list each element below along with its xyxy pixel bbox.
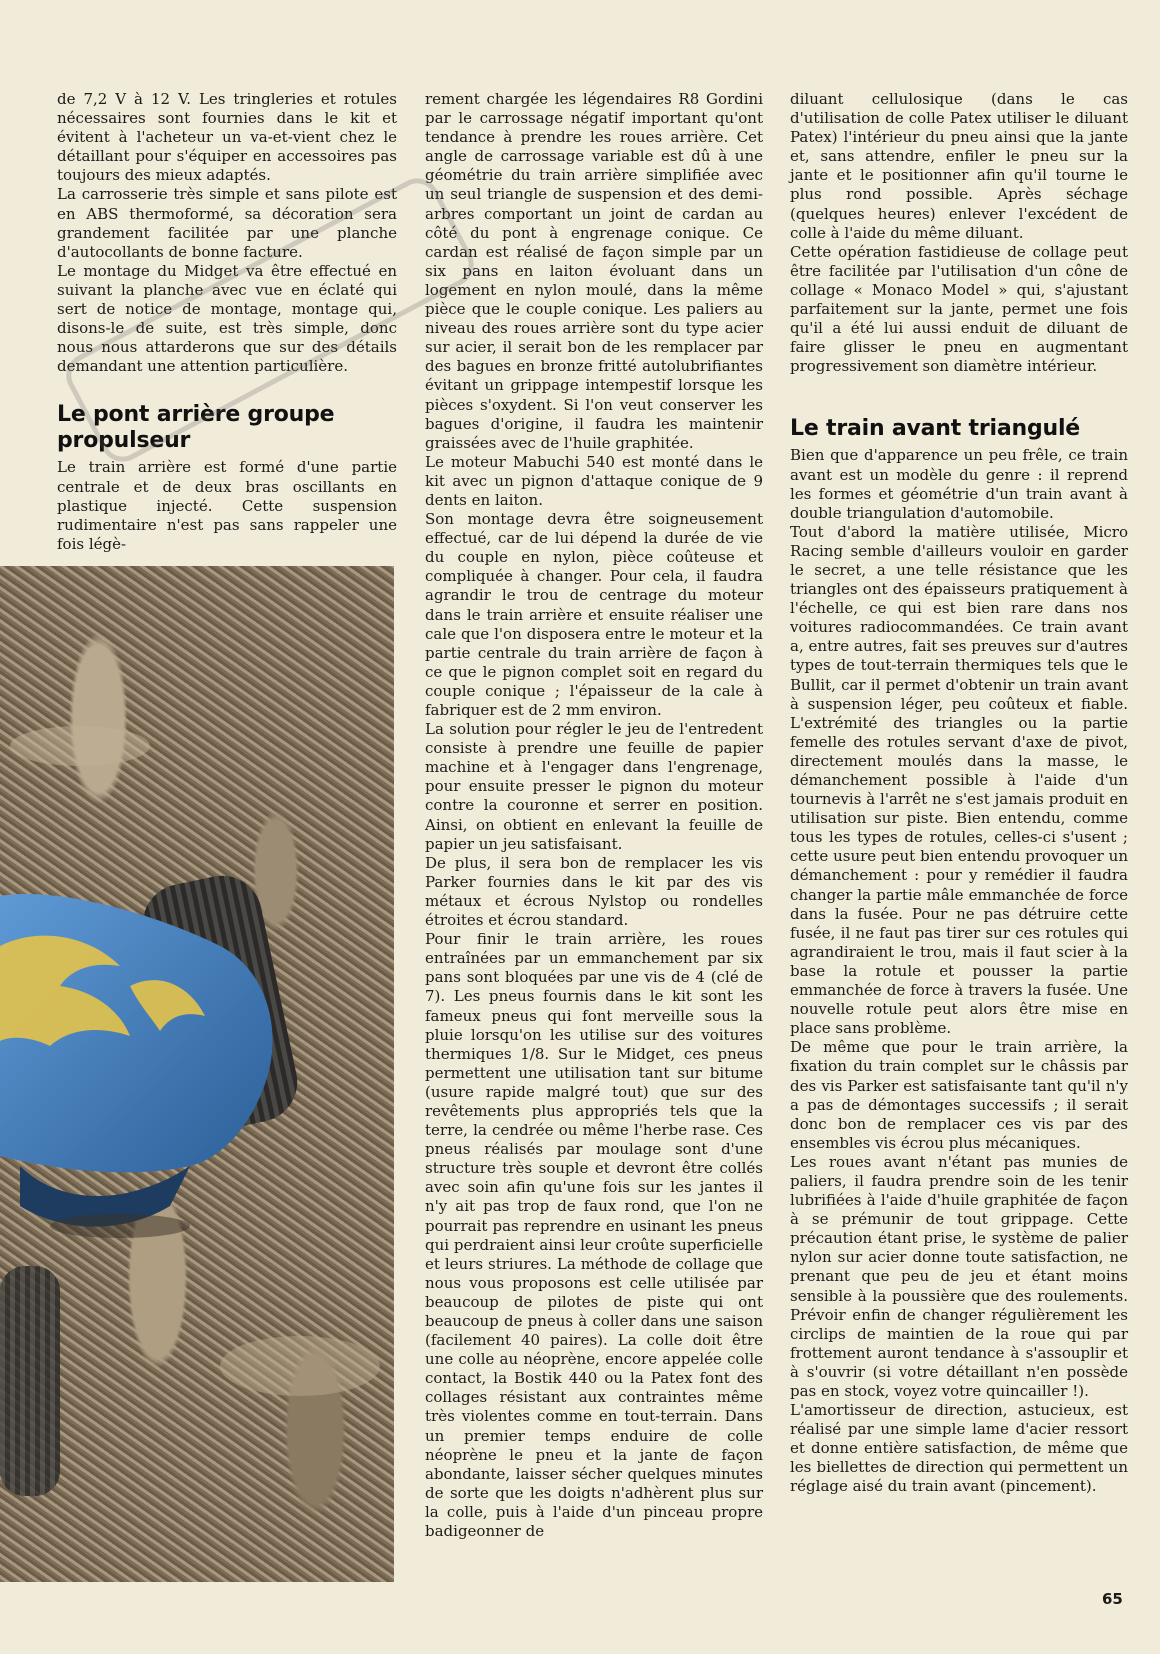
paragraph: Les roues avant n'étant pas munies de paliers, il faudra prendre soin de les tenir lubrifiées à l'aide d'huile graphitée de façon à se prémunir de tout grippage. Cette précaution étant prise, le système de palier nylon sur acier donne toute satisfaction, ne prenant que peu de jeu et étant moins sensible à la poussière que des roulements. Prévoir enfin de changer régulièrement les circlips de maintien de la roue qui par frottement auront tendance à s'assouplir et à s'ouvrir (si votre détaillant n'en possède pas en stock, voyez votre quincailler !). (790, 1152, 1128, 1400)
paragraph: La carrosserie très simple et sans pilote est en ABS thermoformé, sa décoration sera grandement facilitée par une planche d'autocollants de bonne facture. (57, 185, 397, 261)
paragraph: de 7,2 V à 12 V. Les tringleries et rotules nécessaires sont fournies dans le kit et évitent à l'acheteur un va-et-vient chez le détaillant pour s'équiper en accessoires pas toujours des mieux adaptés. (57, 90, 397, 185)
paragraph: L'amortisseur de direction, astucieux, est réalisé par une simple lame d'acier ressort et donne entière satisfaction, de même que les biellettes de direction qui permettent un réglage aisé du train avant (pincement). (790, 1401, 1128, 1496)
paragraph: De plus, il sera bon de remplacer les vis Parker fournies dans le kit par des vis métaux et écrous Nylstop ou rondelles étroites et écrou standard. (425, 853, 763, 930)
paragraph: Bien que d'apparence un peu frêle, ce train avant est un modèle du genre : il reprend les formes et géométrie d'un train avant à double triangulation d'automobile. (790, 446, 1128, 522)
section-heading-front-axle: Le train avant triangulé (790, 416, 1081, 442)
column-1 (57, 90, 397, 554)
page-number: 65 (1102, 1590, 1123, 1608)
rc-car-illustration (0, 566, 394, 1582)
paragraph: Son montage devra être soigneusement effectué, car de lui dépend la durée de vie du couple en nylon, pièce coûteuse et compliquée à changer. Pour cela, il faudra agrandir le trou de centrage du moteur dans le train arrière et ensuite réaliser une cale que l'on disposera entre le moteur et la partie centrale du train arrière de façon à ce que le pignon complet soit en regard du couple conique ; l'épaisseur de la cale à fabriquer est de 2 mm environ. (425, 510, 763, 719)
section-heading-rear-axle: Le pont arrière groupe propulseur (57, 402, 335, 454)
paragraph: Le moteur Mabuchi 540 est monté dans le kit avec un pignon d'attaque conique de 9 dents en laiton. (425, 452, 763, 509)
paragraph: rement chargée les légendaires R8 Gordini par le carrossage négatif important qu'ont tendance à prendre les roues arrière. Cet angle de carrossage variable est dû à une géométrie du train arrière simplifiée avec un seul triangle de suspension et des demi-arbres comportant un joint de cardan au côté du pont à engrenage conique. Ce cardan est réalisé de façon simple par un six pans en laiton évoluant dans un logement en nylon moulé, dans la même pièce que le couple conique. Les paliers au niveau des roues arrière sont du type acier sur acier, il serait bon de les remplacer par des bagues en bronze fritté autolubrifiantes évitant un grippage intempestif lorsque les pièces s'oxydent. Si l'on veut conserver les bagues d'origine, il faudra les maintenir graissées avec de l'huile graphitée. (425, 90, 763, 452)
paragraph: diluant cellulosique (dans le cas d'utilisation de colle Patex utiliser le diluant Patex) l'intérieur du pneu ainsi que la jante et, sans attendre, enfiler le pneu sur la jante et le positionner afin qu'il tourne le plus rond possible. Après séchage (quelques heures) enlever l'excédent de colle à l'aide du même diluant. (790, 90, 1128, 242)
paragraph: La solution pour régler le jeu de l'entredent consiste à prendre une feuille de papier machine et à l'engager dans l'engrenage, pour ensuite presser le pignon du moteur contre la couronne et serrer en position. Ainsi, on obtient en enlevant la feuille de papier un jeu satisfaisant. (425, 720, 763, 853)
column-2 (425, 90, 763, 1541)
paragraph: Tout d'abord la matière utilisée, Micro Racing semble d'ailleurs vouloir en garder le secret, a une telle résistance que les triangles ont des épaisseurs pratiquement à l'échelle, ce qui est bien rare dans nos voitures radiocommandées. Ce train avant a, entre autres, fait ses preuves sur d'autres types de tout-terrain thermiques tels que le Bullit, car il permet d'obtenir un train avant à suspension léger, peu coûteux et fiable. L'extrémité des triangles ou la partie femelle des rotules servant d'axe de pivot, directement moulés dans la masse, le démanchement possible à l'aide d'un tournevis à l'arrêt ne s'est jamais produit en utilisation sur piste. Bien entendu, comme tous les types de rotules, celles-ci s'usent ; cette usure peut bien entendu provoquer un démanchement : pour y remédier il faudra changer la partie mâle emmanchée de force dans la fusée. Pour ne pas détruire cette fusée, il ne faut pas tirer sur ces rotules qui agrandiraient le trou, mais il faut scier à la base la rotule et pousser la partie emmanchée de force à travers la fusée. Une nouvelle rotule peut alors être mise en place sans problème. (790, 522, 1128, 1038)
paragraph: Cette opération fastidieuse de collage peut être facilitée par l'utilisation d'un cône de collage « Monaco Model » qui, s'ajustant parfaitement sur la jante, permet une fois qu'il a été lui aussi enduit de diluant de faire glisser le pneu en augmentant progressivement son diamètre intérieur. (790, 242, 1128, 376)
column-3 (790, 90, 1128, 1497)
paragraph: Le montage du Midget va être effectué en suivant la planche avec vue en éclaté qui sert de notice de montage, montage qui, disons-le de suite, est très simple, donc nous nous attarderons que sur des détails demandant une attention particulière. (57, 261, 397, 376)
paragraph: Le train arrière est formé d'une partie centrale et de deux bras oscillants en plastique injecté. Cette suspension rudimentaire n'est pas sans rappeler une fois légè- (57, 458, 397, 553)
paragraph: Pour finir le train arrière, les roues entraînées par un emmanchement par six pans sont bloquées par une vis de 4 (clé de 7). Les pneus fournis dans le kit sont les fameux pneus qui font merveille sous la pluie lorsqu'on les utilise sur des voitures thermiques 1/8. Sur le Midget, ces pneus permettent une utilisation tant sur bitume (usure rapide malgré tout) que sur des revêtements plus appropriés tels que la terre, la cendrée ou même l'herbe rase. Ces pneus réalisés par moulage sont d'une structure très souple et devront être collés avec soin afin qu'une fois sur les jantes il n'y ait pas trop de faux rond, que l'on ne pourrait pas reprendre en usinant les pneus qui perdraient ainsi leur croûte superficielle et leurs striures. La méthode de collage que nous vous proposons est celle utilisée par beaucoup de pilotes de piste qui ont beaucoup de pneus à coller dans une saison (facilement 40 paires). La colle doit être une colle au néoprène, encore appelée colle contact, la Bostik 440 ou la Patex font des collages résistant aux contraintes même très violentes comme en tout-terrain. Dans un premier temps enduire de colle néoprène le pneu et la jante de façon abondante, laisser sécher quelques minutes de sorte que les doigts n'adhèrent plus sur la colle, puis à l'aide d'un pinceau propre badigeonner de (425, 930, 763, 1541)
paragraph: De même que pour le train arrière, la fixation du train complet sur le châssis par des vis Parker est satisfaisante tant qu'il n'y a pas de démontages successifs ; il serait donc bon de remplacer ces vis par des ensembles vis écrou plus mécaniques. (790, 1038, 1128, 1152)
rc-car-photo (0, 566, 394, 1582)
